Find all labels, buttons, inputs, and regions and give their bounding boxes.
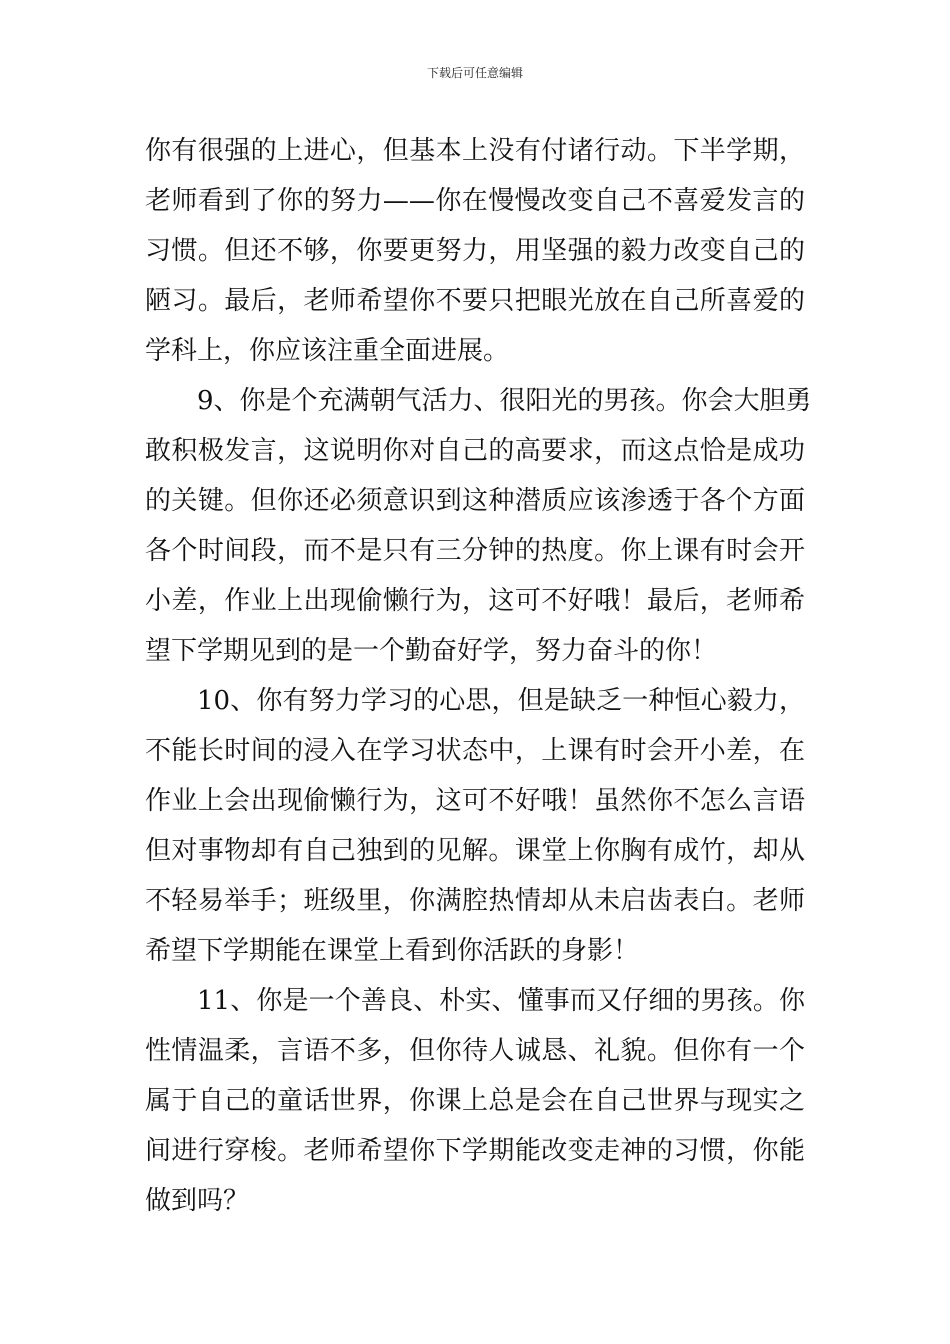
text-line: 不轻易举手；班级里，你满腔热情却从未启齿表白。老师 xyxy=(145,886,805,916)
text-line: 陋习。最后，老师希望你不要只把眼光放在自己所喜爱的 xyxy=(145,286,805,316)
text-line: 望下学期见到的是一个勤奋好学，努力奋斗的你！ xyxy=(145,636,718,666)
text-line: 小差，作业上出现偷懒行为，这可不好哦！最后，老师希 xyxy=(145,586,805,616)
text-line: 希望下学期能在课堂上看到你活跃的身影！ xyxy=(145,936,640,966)
text-line: 的关键。但你还必须意识到这种潜质应该渗透于各个方面 xyxy=(145,486,805,516)
text-line: 你有很强的上进心，但基本上没有付诸行动。下半学期， xyxy=(145,136,805,166)
page-header: 下载后可任意编辑 xyxy=(426,66,523,80)
text-line: 不能长时间的浸入在学习状态中，上课有时会开小差，在 xyxy=(145,736,805,766)
text-line: 间进行穿梭。老师希望你下学期能改变走神的习惯，你能 xyxy=(145,1136,805,1166)
paragraph xyxy=(145,126,805,376)
text-line: 10、你有努力学习的心思，但是缺乏一种恒心毅力， xyxy=(197,686,805,716)
text-line: 性情温柔，言语不多，但你待人诚恳、礼貌。但你有一个 xyxy=(145,1036,805,1066)
text-line: 9、你是个充满朝气活力、很阳光的男孩。你会大胆勇 xyxy=(197,386,812,416)
document-body xyxy=(145,126,812,1226)
text-line: 但对事物却有自己独到的见解。课堂上你胸有成竹，却从 xyxy=(145,836,805,866)
text-line: 敢积极发言，这说明你对自己的高要求，而这点恰是成功 xyxy=(145,436,805,466)
text-line: 各个时间段，而不是只有三分钟的热度。你上课有时会开 xyxy=(145,536,805,566)
text-line: 做到吗？ xyxy=(145,1186,250,1216)
text-line: 11、你是一个善良、朴实、懂事而又仔细的男孩。你 xyxy=(197,986,805,1016)
text-line: 习惯。但还不够，你要更努力，用坚强的毅力改变自己的 xyxy=(145,236,805,266)
paragraph xyxy=(145,676,805,976)
text-line: 作业上会出现偷懒行为，这可不好哦！虽然你不怎么言语 xyxy=(145,786,805,816)
text-line: 老师看到了你的努力——你在慢慢改变自己不喜爱发言的 xyxy=(145,186,805,216)
paragraph xyxy=(145,976,805,1226)
paragraph xyxy=(145,376,812,676)
text-line: 属于自己的童话世界，你课上总是会在自己世界与现实之 xyxy=(145,1086,805,1116)
text-line: 学科上，你应该注重全面进展。 xyxy=(145,336,510,366)
